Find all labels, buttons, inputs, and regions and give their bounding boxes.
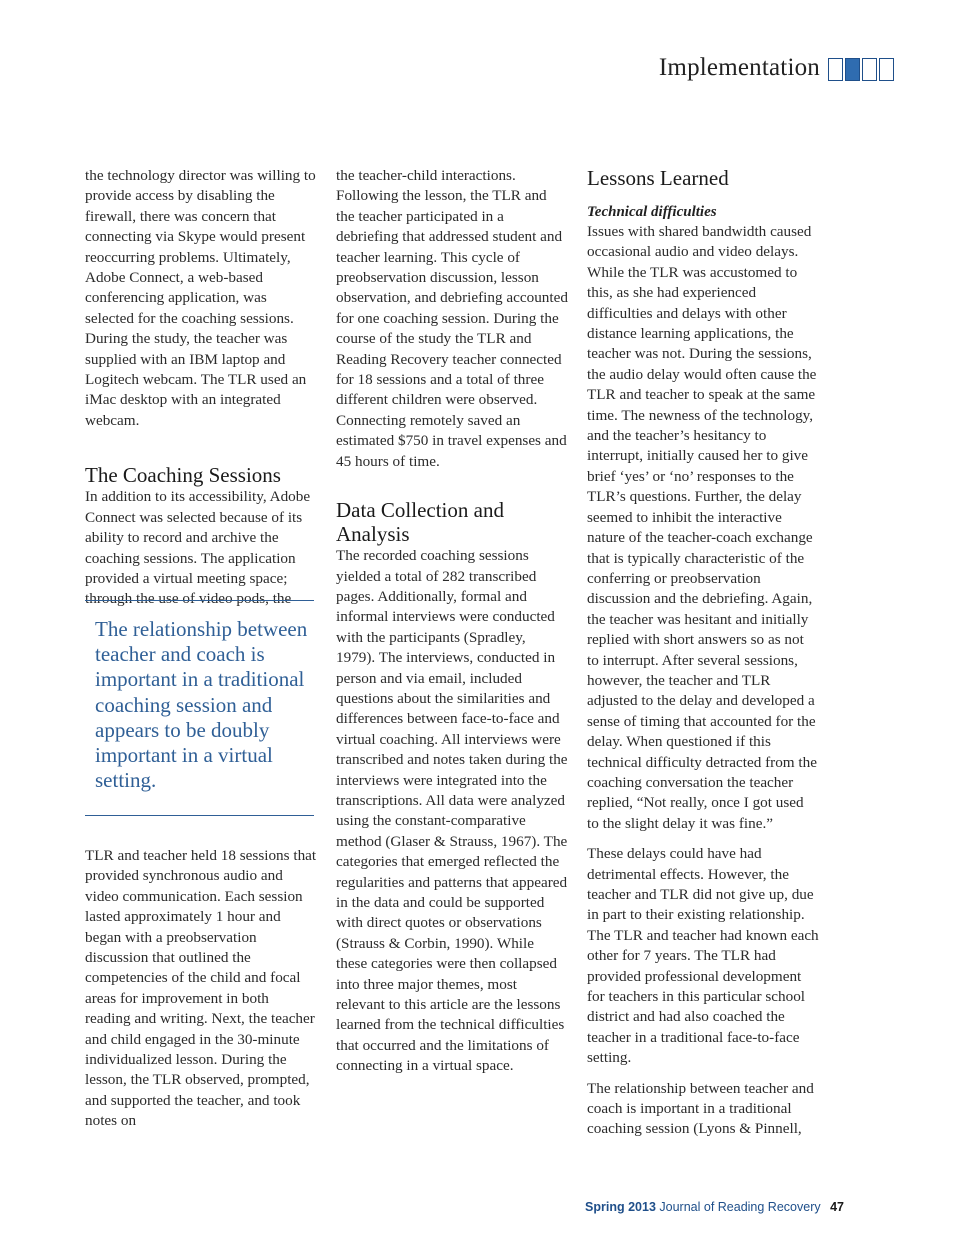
heading-data-collection: Data Collection and Analysis xyxy=(336,498,504,547)
col2-paragraph-1: the teacher-child interactions. Following the lesson, the TLR and the teacher participated in a debriefing that addressed student and teacher learning. This cycle of preobservation discussion, lesson observation, and debriefing accounted for one coaching session. During the course of the study the TLR and Reading Recovery teacher connected for 18 sessions and a total of three different children were observed. Connecting remotely saved an estimated $750 in travel expenses and 45 hours of time. xyxy=(336,167,568,470)
col2-paragraph-2: The recorded coaching sessions yielded a total of 282 transcribed pages. Additionally, formal and informal interviews were conducted with the participants (Spradley, 1979). The interviews, conducted in person and via email, included questions about the similarities and differences between face-to-face and virtual coaching. All interviews were transcribed and notes taken during the interviews were integrated into the transcriptions. All data were analyzed using the constant-comparative method (Glaser & Strauss, 1967). The categories that emerged reflected the regularities and patterns that appeared in the data and could be supported with direct quotes or observations (Strauss & Corbin, 1990). While these categories were then collapsed into three major themes, most relevant to this article are the lessons learned from the technical difficulties that occurred and the limitations of connecting in a virtual space. xyxy=(336,547,568,1075)
section-title: Implementation xyxy=(658,54,820,81)
col3-paragraph-1: Issues with shared bandwidth caused occasional audio and video delays. While the TLR was accustomed to this, as she had experienced difficulties and delays with other distance learning applications, the teacher was not. During the sessions, the audio delay would often cause the TLR and teacher to speak at the same time. The newness of the technology, and the teacher’s hesitancy to interrupt, initially caused her to give brief ‘yes’ or ‘no’ responses to the TLR’s questions. Further, the delay seemed to inhibit the interactive nature of the teacher-coach exchange that is typically characteristic of the conferring or preobservation discussion and the debriefing. Again, the teacher was hesitant and initially replied with short answers so as not to interrupt. After several sessions, however, the teacher and TLR adjusted to the delay and developed a sense of timing that accounted for the delay. When questioned if this technical difficulty detracted from the coaching conversation the teacher replied, “Not really, once I got used to the slight delay it was fine.” xyxy=(587,223,817,832)
pull-quote: The relationship between teacher and coach is important in a traditional coaching session and appears to be doubly important in a virtual setting. xyxy=(85,600,314,816)
column-3 xyxy=(587,166,819,1140)
col1-paragraph-1: the technology director was willing to provide access by disabling the firewall, there was concern that connecting via Skype would present reoccurring problems. Ultimately, Adobe Connect, a web-based conferencing application, was selected for the coaching sessions. During the study, the teacher was supplied with an IBM laptop and Logitech webcam. The TLR used an iMac desktop with an integrated webcam. xyxy=(85,167,316,429)
section-marker-icon xyxy=(828,58,894,81)
column-1 xyxy=(85,166,317,610)
col3-paragraph-2: These delays could have had detrimental effects. However, the teacher and TLR did not give up, due in part to their existing relationship. The TLR and teacher had known each other for 7 years. The TLR had provided professional development for teachers in this particular school district and had also coached the teacher in a traditional face-to-face setting. xyxy=(587,845,819,1067)
section-marker-box xyxy=(862,58,877,81)
footer-journal: Journal of Reading Recovery xyxy=(659,1200,821,1214)
column-2 xyxy=(336,166,568,1077)
section-marker-box-active xyxy=(845,58,860,81)
subheading-technical-difficulties: Technical difficulties xyxy=(587,204,717,220)
heading-lessons-learned: Lessons Learned xyxy=(587,166,729,190)
page-number: 47 xyxy=(830,1200,844,1214)
page-footer xyxy=(560,1200,844,1214)
heading-coaching-sessions: The Coaching Sessions xyxy=(85,463,281,488)
section-marker-box xyxy=(879,58,894,81)
footer-season: Spring 2013 xyxy=(585,1200,656,1214)
col1-paragraph-2: In addition to its accessibility, Adobe Connect was selected because of its ability to record and archive the coaching sessions. The application provided a virtual meeting space; through the use of video pods, the xyxy=(85,488,311,608)
section-marker-box xyxy=(828,58,843,81)
col3-paragraph-3: The relationship between teacher and coach is important in a traditional coaching session (Lyons & Pinnell, xyxy=(587,1079,814,1138)
col1-paragraph-3: TLR and teacher held 18 sessions that provided synchronous audio and video communication. Each session lasted approximately 1 hour and began with a preobservation discussion that outlined the competencies of the child and focal areas for improvement in both reading and writing. Next, the teacher and child engaged in the 30-minute individualized lesson. During the lesson, the TLR observed, prompted, and supported the teacher, and took notes on xyxy=(85,847,317,1130)
column-1-continued xyxy=(85,846,317,1132)
